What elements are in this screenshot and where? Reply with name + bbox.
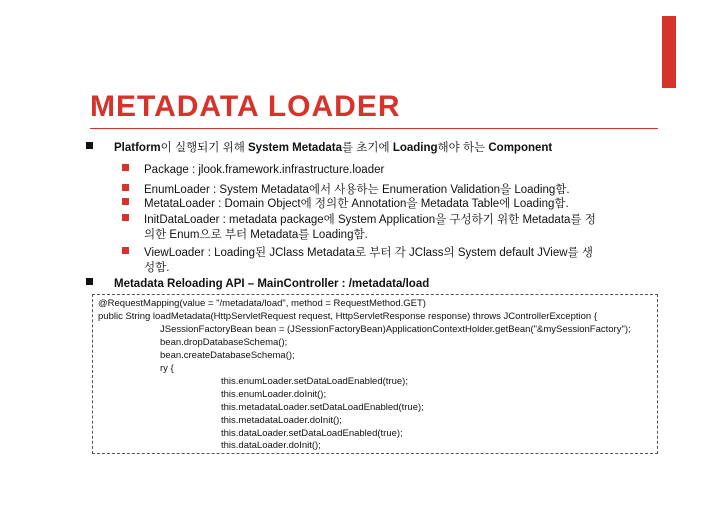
bullet-square-icon <box>122 198 129 205</box>
bullet-square-icon <box>86 142 93 149</box>
bullet-reloading-api <box>114 277 429 292</box>
code-line: public String loadMetadata(HttpServletRequest request, HttpServletResponse response) throws JControllerException { <box>98 311 598 322</box>
bullet-square-icon <box>122 214 129 221</box>
sub-bullet-text: 성함. <box>144 262 170 274</box>
sub-bullet-initdataloader <box>144 213 634 243</box>
bullet-text-bold: Metadata Reloading API – MainController : /metadata/load <box>114 278 430 290</box>
sub-bullet-viewloader <box>144 246 634 276</box>
code-line: ry { <box>160 363 174 374</box>
code-line: this.metadataLoader.setDataLoadEnabled(true); <box>221 402 424 413</box>
sub-bullet-package <box>144 163 634 178</box>
bullet-text-bold: System Metadata <box>248 142 342 154</box>
sub-bullet-text: MetataLoader : Domain Object에 정의한 Annotation을 Metadata Table에 Loading함. <box>144 198 569 210</box>
code-line: bean.createDatabaseSchema(); <box>160 350 295 361</box>
bullet-square-icon <box>122 184 129 191</box>
bullet-square-icon <box>122 164 129 171</box>
sub-bullet-text: Package : jlook.framework.infrastructure.loader <box>144 164 385 176</box>
code-line: this.enumLoader.setDataLoadEnabled(true); <box>221 376 408 387</box>
sub-bullet-text: 의한 Enum으로 부터 Metadata를 Loading함. <box>144 229 368 241</box>
sub-bullet-metataloader <box>144 197 634 212</box>
bullet-text: 해야 하는 <box>437 142 489 154</box>
bullet-text-bold: Loading <box>392 142 438 154</box>
code-line: this.dataLoader.setDataLoadEnabled(true); <box>221 428 403 439</box>
bullet-text: 를 초기에 <box>341 142 393 154</box>
bullet-square-icon <box>122 247 129 254</box>
code-line: JSessionFactoryBean bean = (JSessionFactoryBean)ApplicationContextHolder.getBean("&mySessionFactory"); <box>160 324 631 335</box>
code-line: this.dataLoader.doInit(); <box>221 440 321 451</box>
bullet-text-bold: Platform <box>114 142 161 154</box>
slide-title: METADATA LOADER <box>90 90 401 123</box>
bullet-square-icon <box>86 278 93 285</box>
sub-bullet-enumloader <box>144 183 634 198</box>
sub-bullet-text: EnumLoader : System Metadata에서 사용하는 Enumeration Validation을 Loading함. <box>144 184 570 196</box>
code-line: this.metadataLoader.doInit(); <box>221 415 342 426</box>
sub-bullet-text: InitDataLoader : metadata package에 System Application을 구성하기 위한 Metadata를 정 <box>144 214 596 226</box>
bullet-text-bold: Component <box>488 142 553 154</box>
bullet-text: 이 실행되기 위해 <box>160 142 249 154</box>
code-line: @RequestMapping(value = "/metadata/load", method = RequestMethod.GET) <box>98 298 426 309</box>
code-snippet <box>92 294 658 454</box>
code-line: this.enumLoader.doInit(); <box>221 389 327 400</box>
code-line: bean.dropDatabaseSchema(); <box>160 337 288 348</box>
sub-bullet-text: ViewLoader : Loading된 JClass Metadata로 부터 각 JClass의 System default JView를 생 <box>144 247 593 259</box>
bullet-platform <box>114 141 552 156</box>
